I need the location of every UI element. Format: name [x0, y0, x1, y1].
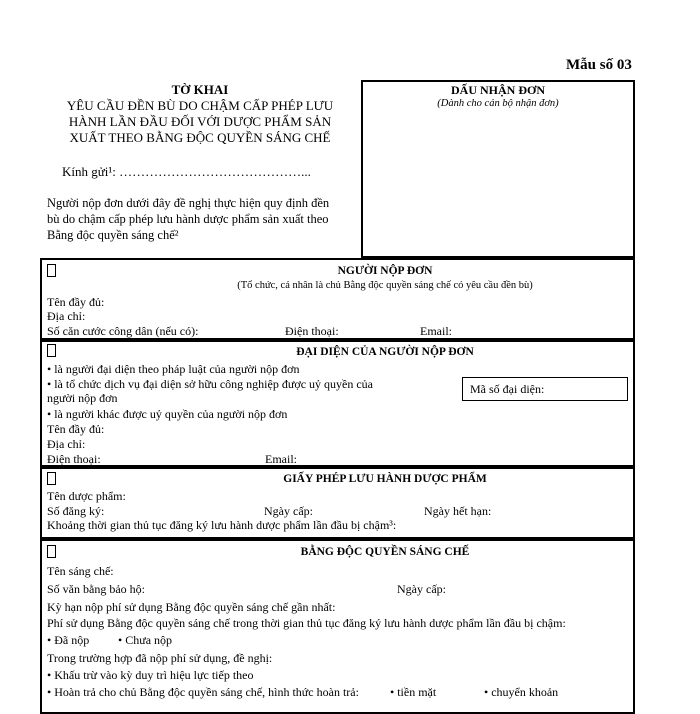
- deduct-option[interactable]: • Khấu trừ vào kỳ duy trì hiệu lực tiếp theo: [47, 668, 254, 682]
- rep-option-legal[interactable]: • là người đại diện theo pháp luật của người nộp đơn: [47, 362, 300, 376]
- license-header: GIẤY PHÉP LƯU HÀNH DƯỢC PHẨM: [283, 473, 487, 485]
- applicant-header: NGƯỜI NỘP ĐƠN: [337, 265, 433, 277]
- rep-code-label: Mã số đại diện:: [470, 382, 545, 396]
- addressee-line[interactable]: Kính gửi¹: ……………………………………...: [62, 164, 311, 179]
- form-title: TỜ KHAI: [171, 82, 229, 97]
- fee-paid-option[interactable]: • Đã nộp: [47, 633, 90, 647]
- rep-email[interactable]: Email:: [265, 452, 297, 466]
- license-reg-no[interactable]: Số đăng ký:: [47, 504, 105, 518]
- applicant-email[interactable]: Email:: [420, 324, 452, 338]
- applicant-address[interactable]: Địa chỉ:: [47, 309, 86, 323]
- form-number: Mẫu số 03: [566, 57, 632, 73]
- rep-full-name[interactable]: Tên đầy đủ:: [47, 422, 105, 436]
- representative-section: [40, 340, 635, 467]
- patent-fee-term[interactable]: Kỳ hạn nộp phí sử dụng Bằng độc quyền sáng chế gần nhất:: [47, 600, 336, 614]
- patent-invention-name[interactable]: Tên sáng chế:: [47, 564, 114, 578]
- applicant-subheader: (Tổ chức, cá nhân là chủ Bằng độc quyền sáng chế có yêu cầu đền bù): [237, 280, 533, 291]
- form-subtitle-line1: YÊU CẦU ĐỀN BÙ DO CHẬM CẤP PHÉP LƯU: [66, 98, 334, 113]
- refund-option[interactable]: • Hoàn trả cho chủ Bằng độc quyền sáng chế, hình thức hoàn trả:: [47, 685, 359, 699]
- rep-phone[interactable]: Điện thoại:: [47, 452, 101, 466]
- intro-line1: Người nộp đơn dưới đây đề nghị thực hiện quy định đền: [47, 196, 330, 210]
- form-subtitle-line3: XUẤT THEO BẰNG ĐỘC QUYỀN SÁNG CHẾ: [69, 130, 331, 145]
- applicant-phone[interactable]: Điện thoại:: [285, 324, 339, 338]
- refund-cash-option[interactable]: • tiền mặt: [390, 685, 437, 699]
- patent-header: BẰNG ĐỘC QUYỀN SÁNG CHẾ: [300, 546, 470, 558]
- receipt-stamp-note: (Dành cho cán bộ nhận đơn): [437, 98, 559, 109]
- representative-header: ĐẠI DIỆN CỦA NGƯỜI NỘP ĐƠN: [296, 346, 474, 358]
- license-expiry[interactable]: Ngày hết hạn:: [424, 504, 492, 518]
- form-subtitle-line2: HÀNH LẦN ĐẦU ĐỐI VỚI DƯỢC PHẨM SẢN: [68, 114, 332, 129]
- patent-issue-date[interactable]: Ngày cấp:: [397, 582, 446, 596]
- applicant-id-card[interactable]: Số căn cước công dân (nếu có):: [47, 324, 199, 338]
- rep-option-ip-agent-cont: người nộp đơn: [47, 391, 118, 405]
- intro-line3: Bằng độc quyền sáng chế²: [47, 228, 179, 242]
- rep-option-other[interactable]: • là người khác được uỷ quyền của người nộp đơn: [47, 407, 288, 421]
- license-delay[interactable]: Khoảng thời gian thủ tục đăng ký lưu hành dược phẩm lần đầu bị chậm³:: [47, 518, 397, 532]
- license-issue-date[interactable]: Ngày cấp:: [264, 504, 313, 518]
- license-drug-name[interactable]: Tên dược phẩm:: [47, 489, 126, 503]
- applicant-full-name[interactable]: Tên đầy đủ:: [47, 295, 105, 309]
- patent-if-paid: Trong trường hợp đã nộp phí sử dụng, đề nghị:: [47, 651, 273, 665]
- rep-address[interactable]: Địa chỉ:: [47, 437, 86, 451]
- receipt-stamp-title: DẤU NHẬN ĐƠN: [451, 83, 545, 97]
- patent-fee-during: Phí sử dụng Bằng độc quyền sáng chế trong thời gian thủ tục đăng ký lưu hành dược phẩm lần đầu bị chậm:: [47, 616, 566, 630]
- refund-transfer-option[interactable]: • chuyển khoản: [484, 685, 559, 699]
- rep-option-ip-agent[interactable]: • là tổ chức dịch vụ đại diện sở hữu công nghiệp được uỷ quyền của: [47, 377, 373, 391]
- patent-number[interactable]: Số văn bằng bảo hộ:: [47, 582, 145, 596]
- intro-line2: bù do chậm cấp phép lưu hành dược phẩm sản xuất theo: [47, 212, 329, 226]
- fee-unpaid-option[interactable]: • Chưa nộp: [118, 633, 173, 647]
